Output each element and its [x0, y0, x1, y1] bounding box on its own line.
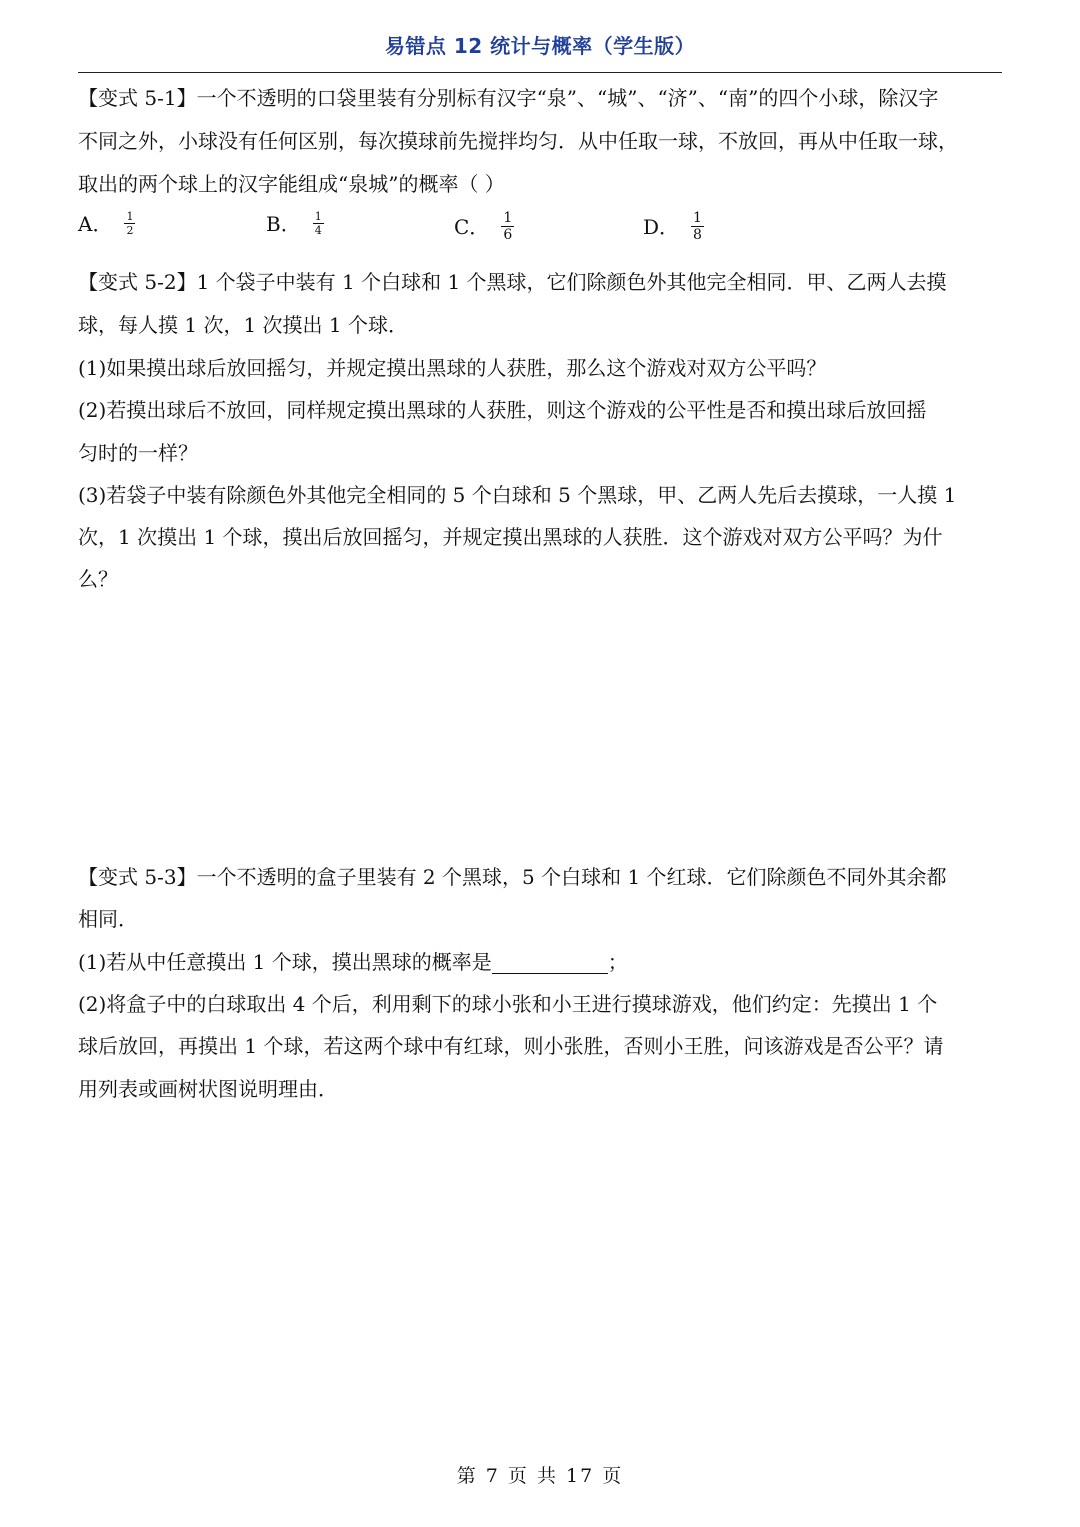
option-a-letter: A．	[78, 211, 113, 236]
option-c-fraction	[501, 210, 514, 243]
option-b-numerator: 1	[314, 210, 322, 223]
q51-line-2: 不同之外，小球没有任何区别，每次摸球前先搅拌均匀．从中任取一球，不放回，再从中任取一球，	[78, 129, 958, 153]
page-number-footer: 第 7 页 共 17 页	[456, 1465, 624, 1487]
option-a	[78, 210, 135, 237]
option-b-denominator: 4	[314, 224, 322, 237]
q52-line-1: 【变式 5-2】1 个袋子中装有 1 个白球和 1 个黑球，它们除颜色外其他完全相同．甲、乙两人去摸	[78, 270, 947, 294]
answer-blank[interactable]	[492, 951, 608, 974]
q53-part1-suffix: ；	[607, 950, 628, 974]
option-a-denominator: 2	[126, 224, 134, 237]
page-header-title: 易错点 12 统计与概率（学生版）	[384, 34, 696, 58]
option-d-numerator: 1	[693, 210, 702, 226]
option-c	[454, 210, 514, 243]
q52-line-7: 次，1 次摸出 1 个球，摸出后放回摇匀，并规定摸出黑球的人获胜．这个游戏对双方公平吗？为什	[78, 525, 943, 549]
option-b-fraction	[313, 210, 324, 237]
q52-line-5: 匀时的一样？	[78, 441, 198, 465]
option-c-denominator: 6	[503, 227, 513, 243]
q53-line-2: 相同．	[78, 907, 138, 931]
option-c-numerator: 1	[503, 210, 513, 226]
q53-part1	[78, 950, 1008, 974]
option-b-letter: B．	[266, 211, 301, 236]
q53-line-1: 【变式 5-3】一个不透明的盒子里装有 2 个黑球，5 个白球和 1 个红球．它们除颜色不同外其余都	[78, 865, 947, 889]
q52-line-6: (3)若袋子中装有除颜色外其他完全相同的 5 个白球和 5 个黑球，甲、乙两人先后去摸球，一人摸 1	[78, 483, 957, 507]
q53-line-4: (2)将盒子中的白球取出 4 个后，利用剩下的球小张和小王进行摸球游戏，他们约定：先摸出 1 个	[78, 992, 938, 1016]
q51-line-1: 【变式 5-1】一个不透明的口袋里装有分别标有汉字“泉”、“城”、“济”、“南”的四个小球，除汉字	[78, 86, 939, 110]
q53-line-5: 球后放回，再摸出 1 个球，若这两个球中有红球，则小张胜，否则小王胜，问该游戏是否公平？请	[78, 1034, 944, 1058]
q52-line-3: (1)如果摸出球后放回摇匀，并规定摸出黑球的人获胜，那么这个游戏对双方公平吗？	[78, 356, 827, 380]
option-d-denominator: 8	[693, 227, 702, 243]
q52-line-8: 么？	[78, 567, 118, 591]
option-a-numerator: 1	[126, 210, 134, 223]
option-d	[643, 210, 704, 243]
option-a-fraction	[124, 210, 135, 237]
option-c-letter: C．	[454, 214, 490, 239]
option-d-letter: D．	[643, 214, 680, 239]
q52-line-2: 球，每人摸 1 次，1 次摸出 1 个球．	[78, 313, 408, 337]
header-divider	[78, 72, 1002, 73]
q53-line-6: 用列表或画树状图说明理由．	[78, 1077, 338, 1101]
q51-line-3: 取出的两个球上的汉字能组成“泉城”的概率（ ）	[78, 172, 505, 196]
q53-part1-text: (1)若从中任意摸出 1 个球，摸出黑球的概率是	[78, 950, 492, 974]
option-d-fraction	[691, 210, 704, 243]
q52-line-4: (2)若摸出球后不放回，同样规定摸出黑球的人获胜，则这个游戏的公平性是否和摸出球后放回摇	[78, 398, 927, 422]
option-b	[266, 210, 324, 237]
